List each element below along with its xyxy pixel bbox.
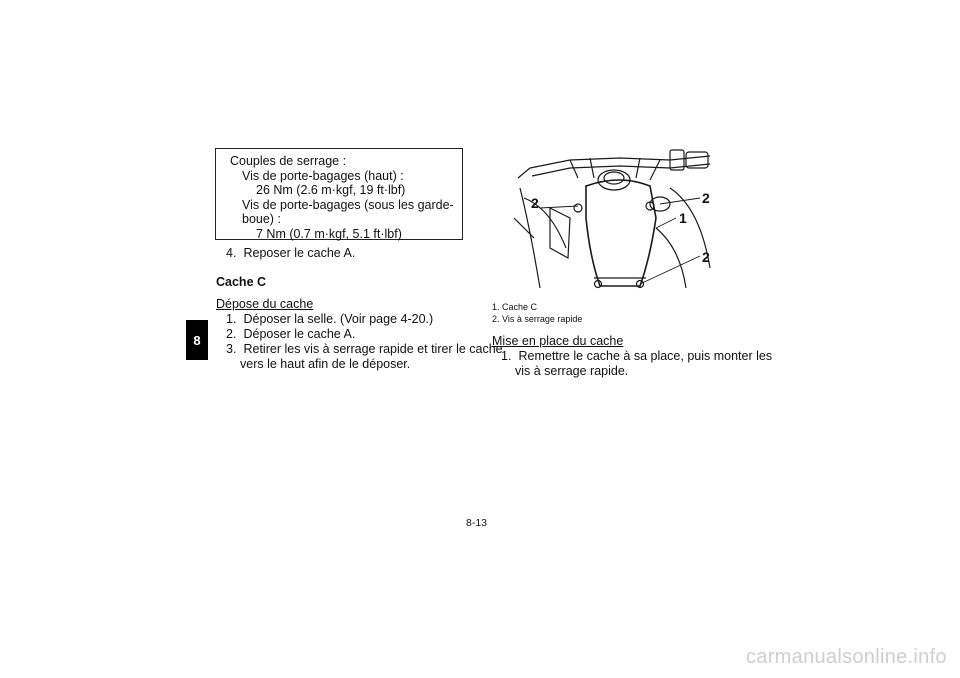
figure-callout: 1 [679, 210, 687, 226]
install-step-1-continued: vis à serrage rapide. [515, 364, 629, 378]
torque-item2-value: 7 Nm (0.7 m·kgf, 5.1 ft·lbf) [256, 226, 402, 241]
torque-item2-label-a: Vis de porte-bagages (sous les garde- [242, 197, 454, 212]
removal-step-3-continued: vers le haut afin de le déposer. [240, 357, 411, 371]
caption-number: 1. [492, 302, 500, 312]
chapter-tab [186, 320, 208, 360]
step-text: Reposer le cache A. [243, 246, 356, 260]
removal-heading: Dépose du cache [216, 297, 314, 311]
torque-title: Couples de serrage : [230, 154, 347, 168]
figure-caption-2 [492, 313, 582, 325]
torque-spec-box [215, 148, 463, 240]
removal-step-2 [226, 327, 355, 342]
step-number: 1. [501, 349, 512, 363]
torque-item2-label-b: boue) : [242, 212, 281, 226]
step-number: 4. [226, 246, 237, 260]
torque-item1-label: Vis de porte-bagages (haut) : [242, 168, 404, 183]
step-text: Remettre le cache à sa place, puis monter les [518, 349, 773, 363]
step-number: 2. [226, 327, 237, 341]
chapter-number: 8 [193, 332, 201, 348]
caption-text: Cache C [502, 302, 538, 312]
watermark: carmanualsonline.info [746, 646, 947, 668]
caption-number: 2. [492, 314, 500, 324]
step-number: 3. [226, 342, 237, 356]
figure-caption-1 [492, 301, 537, 313]
figure-callout: 2 [702, 249, 710, 265]
step-text: Déposer la selle. (Voir page 4-20.) [243, 312, 434, 326]
page-number: 8-13 [466, 517, 488, 529]
section-title: Cache C [216, 275, 267, 289]
torque-item1-value: 26 Nm (2.6 m·kgf, 19 ft·lbf) [256, 183, 406, 197]
step-text: Déposer le cache A. [243, 327, 356, 341]
caption-text: Vis à serrage rapide [502, 314, 583, 324]
removal-step-1 [226, 312, 433, 327]
install-step-1 [501, 349, 772, 364]
figure-callout: 2 [531, 195, 539, 211]
step-number: 1. [226, 312, 237, 326]
removal-step-3 [226, 342, 503, 357]
step-text: Retirer les vis à serrage rapide et tirer le cache [243, 342, 503, 356]
step-4 [226, 246, 355, 261]
figure-callout: 2 [702, 190, 710, 206]
cache-c-illustration [510, 148, 732, 298]
install-heading: Mise en place du cache [492, 334, 624, 348]
